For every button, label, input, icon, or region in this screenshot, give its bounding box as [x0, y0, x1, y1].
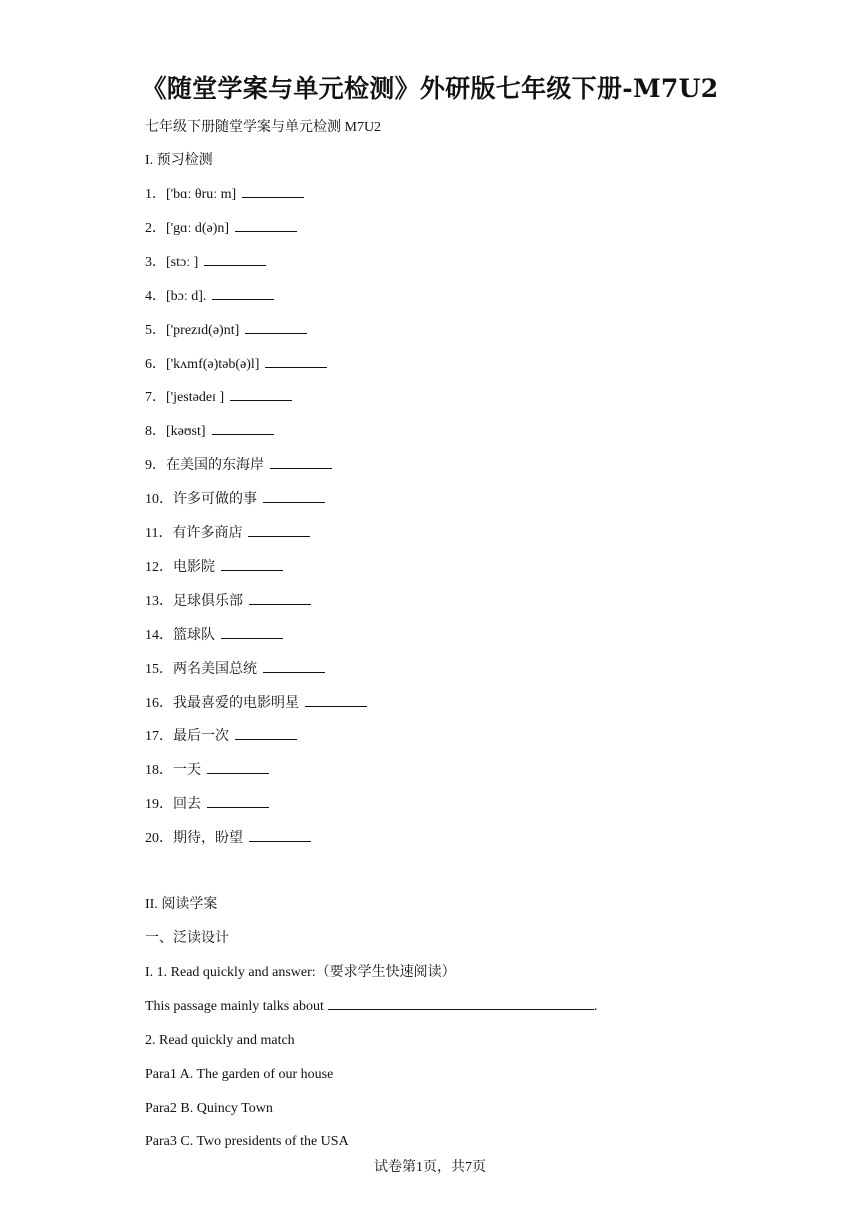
answer-blank[interactable] [204, 253, 266, 266]
task2-instruction: 2. Read quickly and match [145, 1033, 295, 1048]
list-item [145, 727, 297, 747]
document-title: 《随堂学案与单元检测》外研版七年级下册-M7U2 [141, 74, 719, 103]
list-item [145, 388, 292, 408]
answer-blank[interactable] [235, 219, 297, 232]
list-item [145, 321, 307, 341]
answer-blank[interactable] [248, 524, 310, 537]
item-prompt: 15．两名美国总统 [145, 661, 257, 677]
subtitle: 七年级下册随堂学案与单元检测 M7U2 [145, 120, 382, 135]
list-item [145, 694, 367, 714]
answer-blank[interactable] [249, 829, 311, 842]
item-prompt: 9．在美国的东海岸 [145, 458, 264, 474]
item-prompt: 2．['gɑː d(ə)n] [145, 220, 230, 236]
list-item [145, 660, 325, 680]
match-item: Para1 A. The garden of our house [145, 1067, 334, 1082]
item-prompt: 4．[bɔː d]. [145, 288, 207, 304]
match-item: Para3 C. Two presidents of the USA [145, 1134, 349, 1149]
item-prompt: 6．['kʌmf(ə)təb(ə)l] [145, 356, 260, 372]
list-item [145, 219, 297, 239]
answer-blank[interactable] [212, 287, 274, 300]
answer-blank[interactable] [265, 355, 327, 368]
list-item [145, 626, 283, 646]
list-item [145, 287, 274, 307]
task1-sentence-end: . [593, 999, 598, 1014]
list-item [145, 795, 269, 815]
section-heading-reading: II. 阅读学案 [145, 897, 218, 912]
answer-blank[interactable] [305, 694, 367, 707]
item-prompt: 10．许多可做的事 [145, 492, 257, 508]
answer-blank[interactable] [263, 490, 325, 503]
task1-instruction: I. 1. Read quickly and answer:（要求学生快速阅读） [145, 965, 456, 980]
task1-sentence-text: This passage mainly talks about [145, 999, 324, 1014]
list-item [145, 592, 311, 612]
item-prompt: 8．[kəʊst] [145, 424, 206, 440]
answer-blank[interactable] [242, 185, 304, 198]
item-prompt: 7．['jestədeɪ ] [145, 390, 225, 406]
answer-blank[interactable] [221, 626, 283, 639]
item-prompt: 3．[stɔː ] [145, 254, 199, 270]
answer-blank[interactable] [235, 727, 297, 740]
list-item [145, 761, 269, 781]
item-prompt: 16．我最喜爱的电影明星 [145, 695, 299, 711]
answer-blank[interactable] [263, 660, 325, 673]
answer-blank[interactable] [230, 388, 292, 401]
item-prompt: 18．一天 [145, 763, 201, 779]
task1-sentence [145, 997, 597, 1017]
list-item [145, 355, 327, 375]
match-item: Para2 B. Quincy Town [145, 1101, 273, 1116]
item-prompt: 13．足球俱乐部 [145, 593, 243, 609]
item-prompt: 1．['bɑː θruː m] [145, 187, 237, 202]
section-heading-preview: I. 预习检测 [145, 153, 213, 168]
list-item [145, 456, 332, 476]
list-item [145, 558, 283, 578]
item-prompt: 12．电影院 [145, 559, 215, 575]
list-item [145, 829, 311, 849]
answer-blank[interactable] [212, 422, 274, 435]
answer-blank[interactable] [249, 592, 311, 605]
page-footer: 试卷第1页，共7页 [374, 1160, 486, 1175]
item-prompt: 14．篮球队 [145, 627, 215, 643]
item-prompt: 20．期待，盼望 [145, 831, 243, 847]
list-item [145, 524, 310, 544]
subsection-heading: 一、泛读设计 [145, 931, 229, 946]
list-item [145, 185, 304, 205]
answer-blank[interactable] [270, 456, 332, 469]
answer-blank[interactable] [207, 761, 269, 774]
list-item [145, 490, 325, 510]
answer-blank[interactable] [221, 558, 283, 571]
item-prompt: 11．有许多商店 [145, 526, 243, 541]
item-prompt: 5．['prezɪd(ə)nt] [145, 322, 240, 338]
list-item [145, 422, 274, 442]
answer-blank[interactable] [207, 795, 269, 808]
answer-blank[interactable] [245, 321, 307, 334]
answer-blank[interactable] [328, 997, 594, 1010]
item-prompt: 19．回去 [145, 797, 201, 813]
list-item [145, 253, 266, 273]
item-prompt: 17．最后一次 [145, 729, 229, 745]
